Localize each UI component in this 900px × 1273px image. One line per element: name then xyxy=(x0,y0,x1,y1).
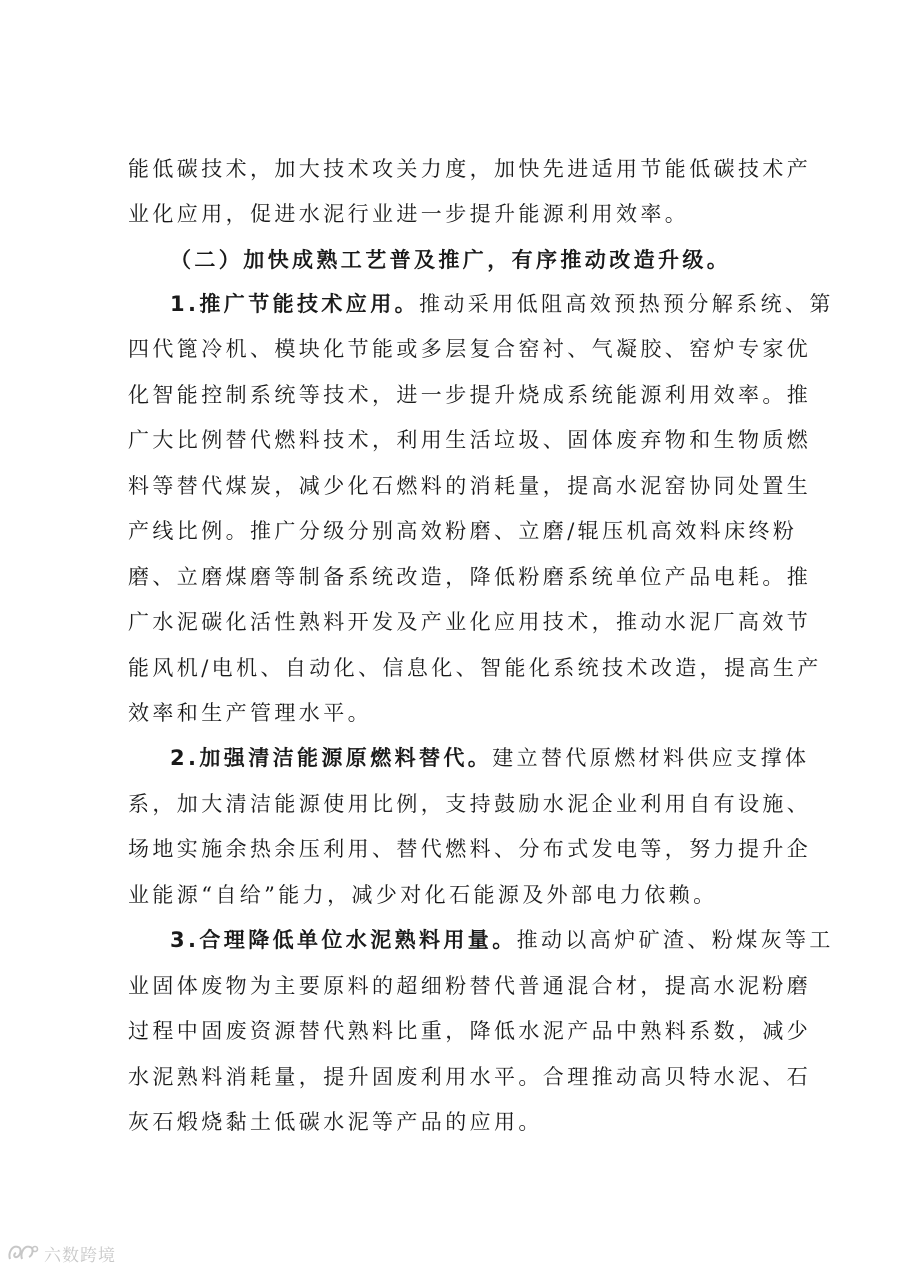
item3-first-line xyxy=(170,925,834,955)
body-line: 业化应用，促进水泥行业进一步提升能源利用效率。 xyxy=(128,202,690,226)
logo-icon xyxy=(6,1241,40,1265)
item1-line: 广水泥碳化活性熟料开发及产业化应用技术，推动水泥厂高效节 xyxy=(128,610,812,634)
item1-line: 磨、立磨煤磨等制备系统改造，降低粉磨系统单位产品电耗。推 xyxy=(128,565,812,589)
item2-line: 场地实施余热余压利用、替代燃料、分布式发电等，努力提升企 xyxy=(128,837,812,861)
body-line: 能低碳技术，加大技术攻关力度，加快先进适用节能低碳技术产 xyxy=(128,157,812,181)
item1-line: 料等替代煤炭，减少化石燃料的消耗量，提高水泥窑协同处置生 xyxy=(128,474,812,498)
item3-line: 灰石煅烧黏土低碳水泥等产品的应用。 xyxy=(128,1110,543,1134)
item3-line: 水泥熟料消耗量，提升固废利用水平。合理推动高贝特水泥、石 xyxy=(128,1065,812,1089)
item1-line: 推动采用低阻高效预热预分解系统、第 xyxy=(419,292,834,316)
item1-line: 能风机/电机、自动化、信息化、智能化系统技术改造，提高生产 xyxy=(128,656,822,680)
item1-line: 产线比例。推广分级分别高效粉磨、立磨/辊压机高效料床终粉 xyxy=(128,519,798,543)
item3-title: 3.合理降低单位水泥熟料用量。 xyxy=(170,928,517,952)
item1-line: 效率和生产管理水平。 xyxy=(128,701,372,725)
item2-title: 2.加强清洁能源原燃料替代。 xyxy=(170,746,493,770)
item1-title: 1.推广节能技术应用。 xyxy=(170,292,419,316)
item3-line: 业固体废物为主要原料的超细粉替代普通混合材，提高水泥粉磨 xyxy=(128,974,812,998)
item1-first-line xyxy=(170,289,834,319)
item1-line: 四代篦冷机、模块化节能或多层复合窑衬、气凝胶、窑炉专家优 xyxy=(128,337,812,361)
item2-line: 业能源“自给”能力，减少对化石能源及外部电力依赖。 xyxy=(128,883,718,907)
item2-line: 系，加大清洁能源使用比例，支持鼓励水泥企业利用自有设施、 xyxy=(128,792,812,816)
watermark-text: 六数跨境 xyxy=(44,1245,116,1266)
item3-line: 推动以高炉矿渣、粉煤灰等工 xyxy=(516,928,834,952)
section-heading: （二）加快成熟工艺普及推广，有序推动改造升级。 xyxy=(170,248,732,272)
item1-line: 广大比例替代燃料技术，利用生活垃圾、固体废弃物和生物质燃 xyxy=(128,428,812,452)
item2-line: 建立替代原燃材料供应支撑体 xyxy=(492,746,810,770)
watermark xyxy=(6,1238,116,1268)
item2-first-line xyxy=(170,743,830,773)
item1-line: 化智能控制系统等技术，进一步提升烧成系统能源利用效率。推 xyxy=(128,383,812,407)
item3-line: 过程中固废资源替代熟料比重，降低水泥产品中熟料系数，减少 xyxy=(128,1019,812,1043)
